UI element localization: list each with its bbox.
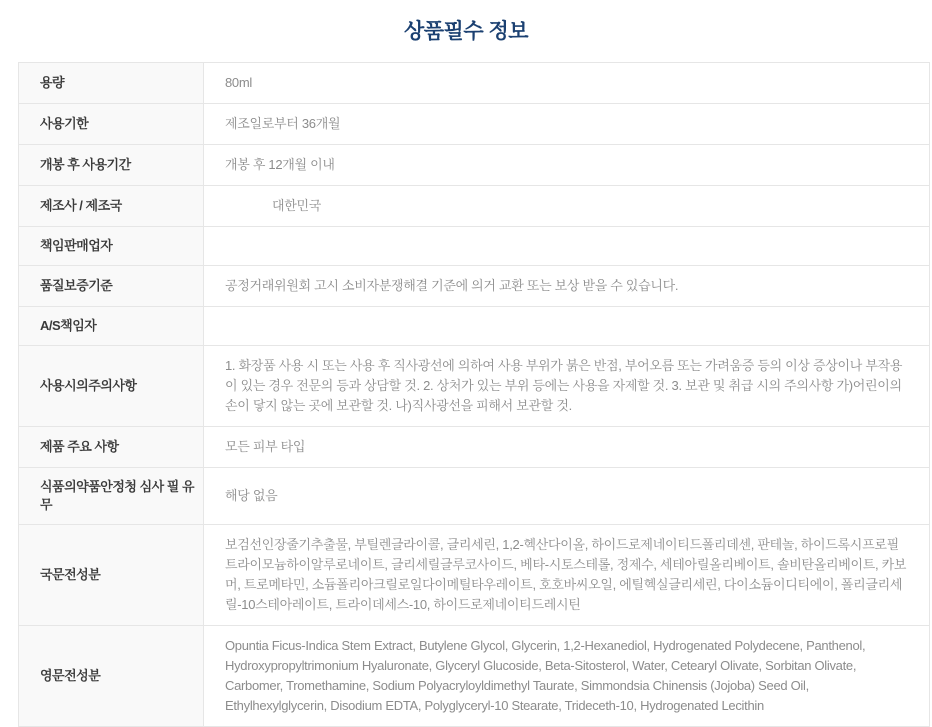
row-label: 품질보증기준 [19, 266, 204, 307]
row-value [204, 227, 930, 266]
row-label: 사용기한 [19, 104, 204, 145]
product-info-table-body [19, 63, 930, 727]
table-row [19, 307, 930, 346]
row-value: 개봉 후 12개월 이내 [204, 145, 930, 186]
row-label: 제조사 / 제조국 [19, 186, 204, 227]
row-label: 식품의약품안정청 심사 필 유무 [19, 468, 204, 525]
table-row [19, 63, 930, 104]
table-row [19, 346, 930, 427]
row-label: 국문전성분 [19, 525, 204, 626]
row-label: 제품 주요 사항 [19, 427, 204, 468]
table-row [19, 145, 930, 186]
row-value: Opuntia Ficus-Indica Stem Extract, Butylene Glycol, Glycerin, 1,2-Hexanediol, Hydrogenated Polydecene, Panthenol, Hydroxypropyltrimonium Hyaluronate, Glyceryl Glucoside, Beta-Sitosterol, Water, Cetearyl Olivate, Sorbitan Olivate, Carbomer, Tromethamine, Sodium Polyacryloyldimethyl Taurate, Simmondsia Chinensis (Jojoba) Seed Oil, Ethylhexylglycerin, Disodium EDTA, Polyglyceryl-10 Stearate, Trideceth-10, Hydrogenated Lecithin [204, 626, 930, 727]
row-value: 대한민국 [204, 186, 930, 227]
row-label: 사용시의주의사항 [19, 346, 204, 427]
table-row [19, 525, 930, 626]
row-label: 책임판매업자 [19, 227, 204, 266]
row-value: 해당 없음 [204, 468, 930, 525]
table-row [19, 186, 930, 227]
row-value: 공정거래위원회 고시 소비자분쟁해결 기준에 의거 교환 또는 보상 받을 수 있습니다. [204, 266, 930, 307]
row-label: 개봉 후 사용기간 [19, 145, 204, 186]
row-value: 모든 피부 타입 [204, 427, 930, 468]
table-row [19, 427, 930, 468]
row-value: 제조일로부터 36개월 [204, 104, 930, 145]
row-value: 1. 화장품 사용 시 또는 사용 후 직사광선에 의하여 사용 부위가 붉은 반점, 부어오름 또는 가려움증 등의 이상 증상이나 부작용이 있는 경우 전문의 등과 상담할 것. 2. 상처가 있는 부위 등에는 사용을 자제할 것. 3. 보관 및 취급 시의 주의사항 가)어린이의 손이 닿지 않는 곳에 보관할 것. 나)직사광선을 피해서 보관할 것. [204, 346, 930, 427]
row-label: 용량 [19, 63, 204, 104]
row-label: 영문전성분 [19, 626, 204, 727]
row-label: A/S책임자 [19, 307, 204, 346]
product-info-table [18, 62, 930, 727]
table-row [19, 266, 930, 307]
row-value: 보검선인장줄기추출물, 부틸렌글라이콜, 글리세린, 1,2-헥산다이올, 하이드로제네이티드폴리데센, 판테놀, 하이드록시프로필트라이모늄하이알루로네이트, 글리세릴글루코사이드, 베타-시토스테롤, 정제수, 세테아릴올리베이트, 솔비탄올리베이트, 카보머, 트로메타민, 소듐폴리아크릴로일다이메틸타우레이트, 호호바씨오일, 에틸헥실글리세린, 다이소듐이디티에이, 폴리글리세릴-10스테아레이트, 트라이데세스-10, 하이드로제네이티드레시틴 [204, 525, 930, 626]
table-row [19, 227, 930, 266]
row-value [204, 307, 930, 346]
row-value: 80ml [204, 63, 930, 104]
page-title: 상품필수 정보 [403, 20, 529, 43]
table-row [19, 104, 930, 145]
table-row [19, 468, 930, 525]
table-row [19, 626, 930, 727]
